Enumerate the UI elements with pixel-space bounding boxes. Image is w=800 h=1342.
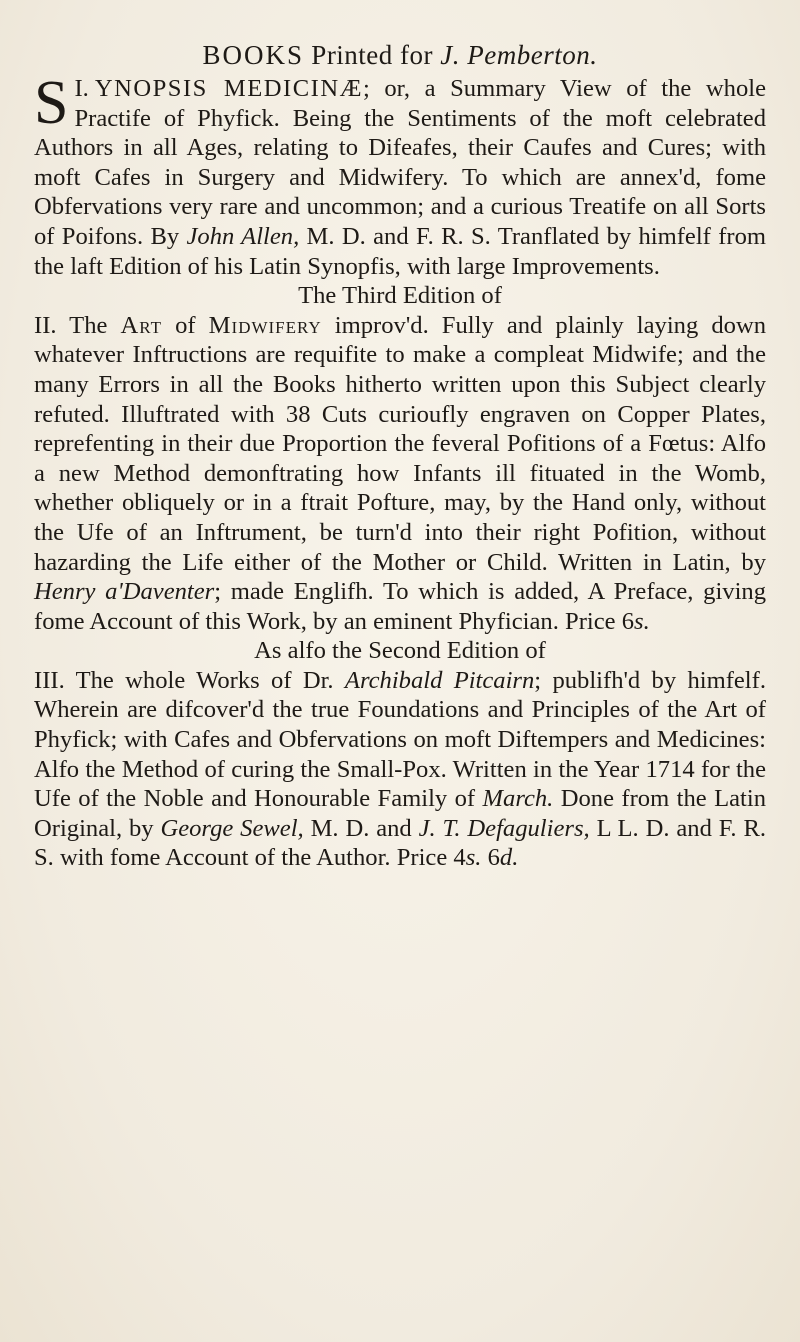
- page-header: [34, 38, 766, 72]
- drop-cap: S: [34, 69, 69, 137]
- entry-text: M. D. and: [310, 814, 412, 842]
- price-unit: s.: [634, 607, 650, 635]
- price-unit: d.: [499, 844, 519, 872]
- entry-text: The whole Works of Dr.: [75, 666, 334, 694]
- entry-art-of-midwifery: [34, 311, 766, 637]
- translator-name: George Sewel,: [160, 814, 304, 842]
- entry-author: Henry a'Daventer: [34, 578, 215, 606]
- entry-number: I.: [74, 75, 89, 102]
- entry-text: Done from the Latin Original, by: [34, 785, 766, 842]
- entry-text: improv'd. Fully and plainly laying down whatever Inftructions are requifite to make a compleat Midwife; and the many Errors in all the Books hitherto written upon this Subject clearly refuted. Illuftrated with 38 Cuts curioufly engraven on Copper Plates, reprefenting in their due Proportion the feveral Pofitions of a Fœtus: Alfo a new Method demonftrating how Infants ill fituated in the Womb, whether obliquely or in a ftrait Pofture, may, by the Hand only, without the Ufe of an Inftrument, be turn'd into their right Pofition, without hazarding the Life either of the Mother or Child. Written in Latin, by: [34, 311, 766, 576]
- price-unit: s.: [465, 844, 482, 872]
- price-pence: 6: [487, 844, 500, 872]
- entry-text: ; made Englifh. To which is added, A Preface, giving fome Account of this Work, by an eminent Phyfician. Price 6: [34, 578, 767, 635]
- entry-title-midwifery: Midwifery: [208, 311, 322, 339]
- entry-text: ; publifh'd by himfelf. Wherein are difcover'd the true Foundations and Principles of the Art of Phyfick; with Cafes and Obfervations on moft Diftempers and Medicines: Alfo the Method of curing the Small-Pox. Written in the Year 1714 for the Ufe of the Noble and Honourable Family of: [34, 666, 766, 813]
- header-publisher: J. Pemberton.: [440, 40, 598, 70]
- entry-text: ; or, a Summary View of the whole Practife of Phyfick. Being the Sentiments of the moft celebrated Authors in all Ages, relating to Difeafes, their Caufes and Cures; with moft Cafes in Surgery and Midwifery. To which are annex'd, fome Obfervations very rare and uncommon; and a curious Treatife on all Sorts of Poifons. By: [34, 75, 767, 250]
- entry-text: M. D. and F. R. S. Tranflated by himfelf from the laft Edition of his Latin Synopfis, with large Improvements.: [34, 222, 766, 280]
- edition-heading: As alfo the Second Edition of: [254, 637, 546, 665]
- entry-lead: The: [69, 311, 108, 339]
- advertisement-body: [34, 69, 767, 873]
- family-name: March.: [482, 785, 554, 813]
- entry-pitcairn-works: [34, 666, 766, 873]
- entry-number: III.: [34, 666, 65, 694]
- entry-title: YNOPSIS MEDICINÆ: [94, 75, 363, 102]
- entry-number: II.: [34, 311, 57, 339]
- entry-title-art: Art: [120, 311, 162, 339]
- entry-synopsis-medicinae: [34, 69, 767, 281]
- entry-text: L L. D. and F. R. S. with fome Account of the Author. Price 4: [34, 814, 767, 872]
- header-printed-for: Printed for: [311, 40, 434, 70]
- edition-heading: The Third Edition of: [298, 282, 502, 310]
- header-books: BOOKS: [202, 40, 305, 70]
- entry-author: John Allen,: [186, 222, 300, 250]
- entry-author: Archibald Pitcairn: [344, 666, 535, 694]
- entry-title-of: of: [175, 311, 196, 339]
- translator-name: J. T. Defaguliers,: [418, 814, 590, 842]
